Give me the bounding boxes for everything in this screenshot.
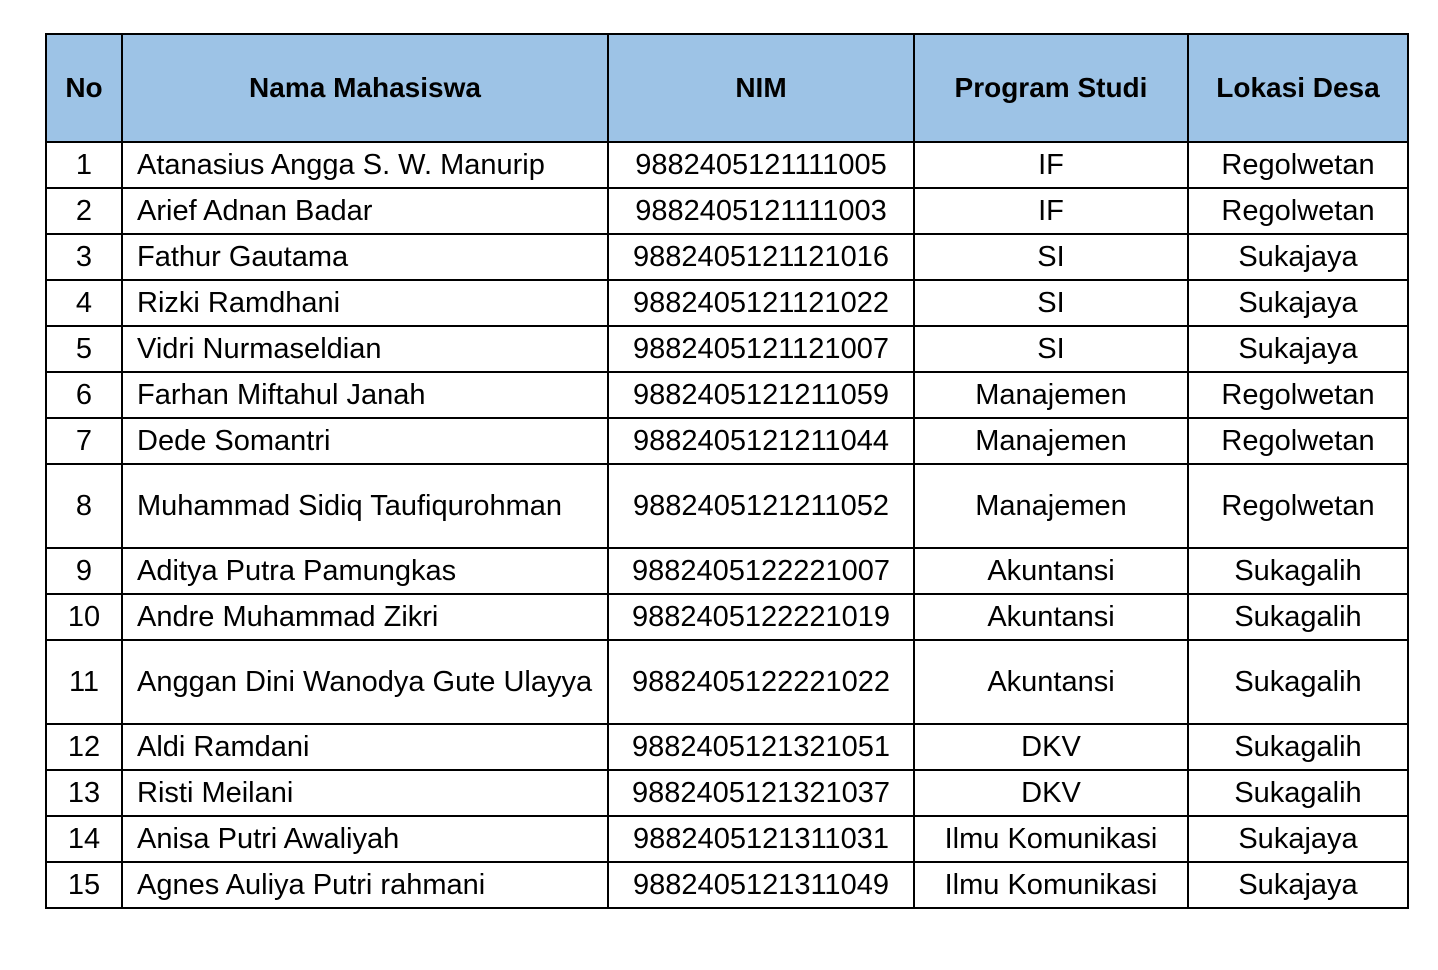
cell-no: 5 [46,326,122,372]
cell-lokasi-desa: Sukagalih [1188,724,1408,770]
header-nama-mahasiswa: Nama Mahasiswa [122,34,608,142]
cell-nim: 9882405121121022 [608,280,914,326]
student-table [45,33,1409,909]
cell-no: 6 [46,372,122,418]
cell-lokasi-desa: Sukagalih [1188,548,1408,594]
cell-program-studi: IF [914,142,1188,188]
table-row [46,594,1408,640]
cell-no: 14 [46,816,122,862]
cell-program-studi: Manajemen [914,464,1188,548]
cell-nim: 9882405122221007 [608,548,914,594]
table-row [46,326,1408,372]
cell-nama: Atanasius Angga S. W. Manurip [122,142,608,188]
table-row [46,280,1408,326]
cell-lokasi-desa: Sukagalih [1188,594,1408,640]
cell-nim: 9882405121311049 [608,862,914,908]
table-row [46,724,1408,770]
cell-nama: Anggan Dini Wanodya Gute Ulayya [122,640,608,724]
header-program-studi: Program Studi [914,34,1188,142]
cell-nama: Aldi Ramdani [122,724,608,770]
cell-no: 13 [46,770,122,816]
header-lokasi-desa: Lokasi Desa [1188,34,1408,142]
table-row [46,234,1408,280]
cell-lokasi-desa: Sukajaya [1188,326,1408,372]
cell-no: 8 [46,464,122,548]
cell-program-studi: Manajemen [914,418,1188,464]
cell-program-studi: Manajemen [914,372,1188,418]
cell-lokasi-desa: Sukajaya [1188,234,1408,280]
cell-lokasi-desa: Regolwetan [1188,188,1408,234]
table-body [46,142,1408,908]
cell-program-studi: Ilmu Komunikasi [914,816,1188,862]
table-header [46,34,1408,142]
cell-no: 11 [46,640,122,724]
cell-nama: Fathur Gautama [122,234,608,280]
cell-program-studi: DKV [914,770,1188,816]
cell-no: 7 [46,418,122,464]
cell-no: 1 [46,142,122,188]
cell-no: 4 [46,280,122,326]
cell-nama: Risti Meilani [122,770,608,816]
cell-nama: Dede Somantri [122,418,608,464]
cell-no: 12 [46,724,122,770]
cell-nim: 9882405121121016 [608,234,914,280]
cell-program-studi: SI [914,280,1188,326]
cell-lokasi-desa: Regolwetan [1188,372,1408,418]
cell-nim: 9882405121111005 [608,142,914,188]
cell-lokasi-desa: Sukagalih [1188,770,1408,816]
cell-no: 10 [46,594,122,640]
cell-nama: Vidri Nurmaseldian [122,326,608,372]
cell-nim: 9882405121211052 [608,464,914,548]
cell-nama: Rizki Ramdhani [122,280,608,326]
cell-nama: Farhan Miftahul Janah [122,372,608,418]
cell-program-studi: Ilmu Komunikasi [914,862,1188,908]
cell-lokasi-desa: Regolwetan [1188,464,1408,548]
cell-nim: 9882405121321051 [608,724,914,770]
cell-no: 15 [46,862,122,908]
cell-nim: 9882405121311031 [608,816,914,862]
table-row [46,770,1408,816]
table-row [46,188,1408,234]
cell-nama: Arief Adnan Badar [122,188,608,234]
cell-nama: Anisa Putri Awaliyah [122,816,608,862]
cell-no: 3 [46,234,122,280]
cell-lokasi-desa: Sukajaya [1188,280,1408,326]
cell-lokasi-desa: Sukajaya [1188,816,1408,862]
header-row [46,34,1408,142]
cell-nim: 9882405121321037 [608,770,914,816]
cell-nama: Aditya Putra Pamungkas [122,548,608,594]
cell-lokasi-desa: Sukagalih [1188,640,1408,724]
cell-nama: Muhammad Sidiq Taufiqurohman [122,464,608,548]
table-row [46,548,1408,594]
cell-nim: 9882405121111003 [608,188,914,234]
header-no: No [46,34,122,142]
cell-program-studi: SI [914,326,1188,372]
cell-program-studi: Akuntansi [914,594,1188,640]
cell-program-studi: IF [914,188,1188,234]
table-row [46,418,1408,464]
cell-no: 9 [46,548,122,594]
table-row [46,862,1408,908]
cell-lokasi-desa: Regolwetan [1188,418,1408,464]
cell-program-studi: Akuntansi [914,640,1188,724]
table-row [46,464,1408,548]
table-row [46,142,1408,188]
cell-nim: 9882405121211044 [608,418,914,464]
cell-lokasi-desa: Regolwetan [1188,142,1408,188]
cell-nim: 9882405122221019 [608,594,914,640]
table-row [46,816,1408,862]
cell-nama: Andre Muhammad Zikri [122,594,608,640]
cell-nim: 9882405121211059 [608,372,914,418]
table-row [46,640,1408,724]
cell-program-studi: Akuntansi [914,548,1188,594]
cell-nim: 9882405122221022 [608,640,914,724]
header-nim: NIM [608,34,914,142]
cell-program-studi: DKV [914,724,1188,770]
cell-nama: Agnes Auliya Putri rahmani [122,862,608,908]
cell-nim: 9882405121121007 [608,326,914,372]
table-row [46,372,1408,418]
cell-no: 2 [46,188,122,234]
cell-lokasi-desa: Sukajaya [1188,862,1408,908]
cell-program-studi: SI [914,234,1188,280]
